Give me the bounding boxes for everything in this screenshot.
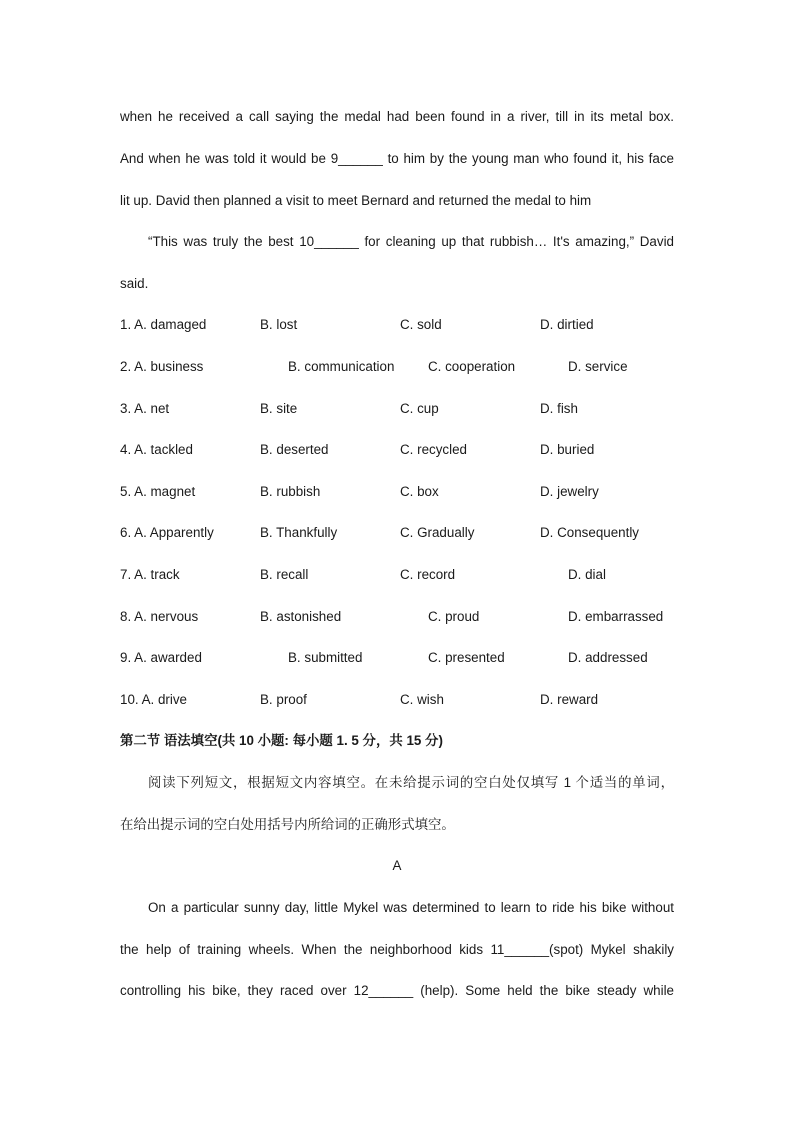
option-b: B. astonished [260,609,342,624]
option-b: B. recall [260,567,309,582]
option-c: C. box [400,484,439,499]
part-label: A [392,858,402,873]
option-d: D. service [568,359,628,374]
option-a: 4. A. tackled [120,442,193,457]
instruction-line: 在给出提示词的空白处用括号内所给词的正确形式填空。 [120,817,455,832]
option-a: 10. A. drive [120,692,187,707]
option-a: 9. A. awarded [120,650,202,665]
option-c: C. sold [400,317,442,332]
option-b: B. proof [260,692,307,707]
option-c: C. wish [400,692,444,707]
option-a: 1. A. damaged [120,317,207,332]
option-c: C. presented [428,650,505,665]
option-a: 5. A. magnet [120,484,196,499]
option-a: 3. A. net [120,401,170,416]
option-b: B. rubbish [260,484,321,499]
passage-line: lit up. David then planned a visit to meet Bernard and returned the medal to him [120,193,592,208]
passage-line: And when he was told it would be 9______ to him by the young man who found it, his face [120,151,674,166]
option-d: D. fish [540,401,578,416]
option-a: 7. A. track [120,567,180,582]
option-c: C. record [400,567,456,582]
option-c: C. Gradually [400,525,475,540]
option-b: B. deserted [260,442,329,457]
option-c: C. cup [400,401,439,416]
passage-line: controlling his bike, they raced over 12______ (help). Some held the bike steady while [120,983,674,998]
option-b: B. submitted [288,650,363,665]
option-d: D. dirtied [540,317,594,332]
option-c: C. cooperation [428,359,516,374]
option-d: D. buried [540,442,595,457]
option-d: D. dial [568,567,606,582]
passage-line: On a particular sunny day, little Mykel was determined to learn to ride his bike without [148,900,674,915]
option-b: B. site [260,401,298,416]
section-heading: 第二节 语法填空(共 10 小题: 每小题 1. 5 分，共 15 分) [120,733,443,748]
option-a: 2. A. business [120,359,204,374]
option-b: B. lost [260,317,298,332]
option-c: C. recycled [400,442,467,457]
option-a: 8. A. nervous [120,609,199,624]
passage-line: the help of training wheels. When the neighborhood kids 11______(spot) Mykel shakily [120,942,674,957]
option-b: B. Thankfully [260,525,338,540]
passage-line: said. [120,276,149,291]
option-c: C. proud [428,609,480,624]
option-d: D. Consequently [540,525,639,540]
option-b: B. communication [288,359,395,374]
option-a: 6. A. Apparently [120,525,214,540]
option-d: D. addressed [568,650,648,665]
option-d: D. embarrassed [568,609,664,624]
passage-line: “This was truly the best 10______ for cleaning up that rubbish… It's amazing,” David [148,234,674,249]
option-d: D. reward [540,692,599,707]
passage-line: when he received a call saying the medal had been found in a river, till in its metal box. [120,109,674,124]
instruction-line: 阅读下列短文，根据短文内容填空。在未给提示词的空白处仅填写 1 个适当的单词， [148,775,674,790]
option-d: D. jewelry [540,484,599,499]
